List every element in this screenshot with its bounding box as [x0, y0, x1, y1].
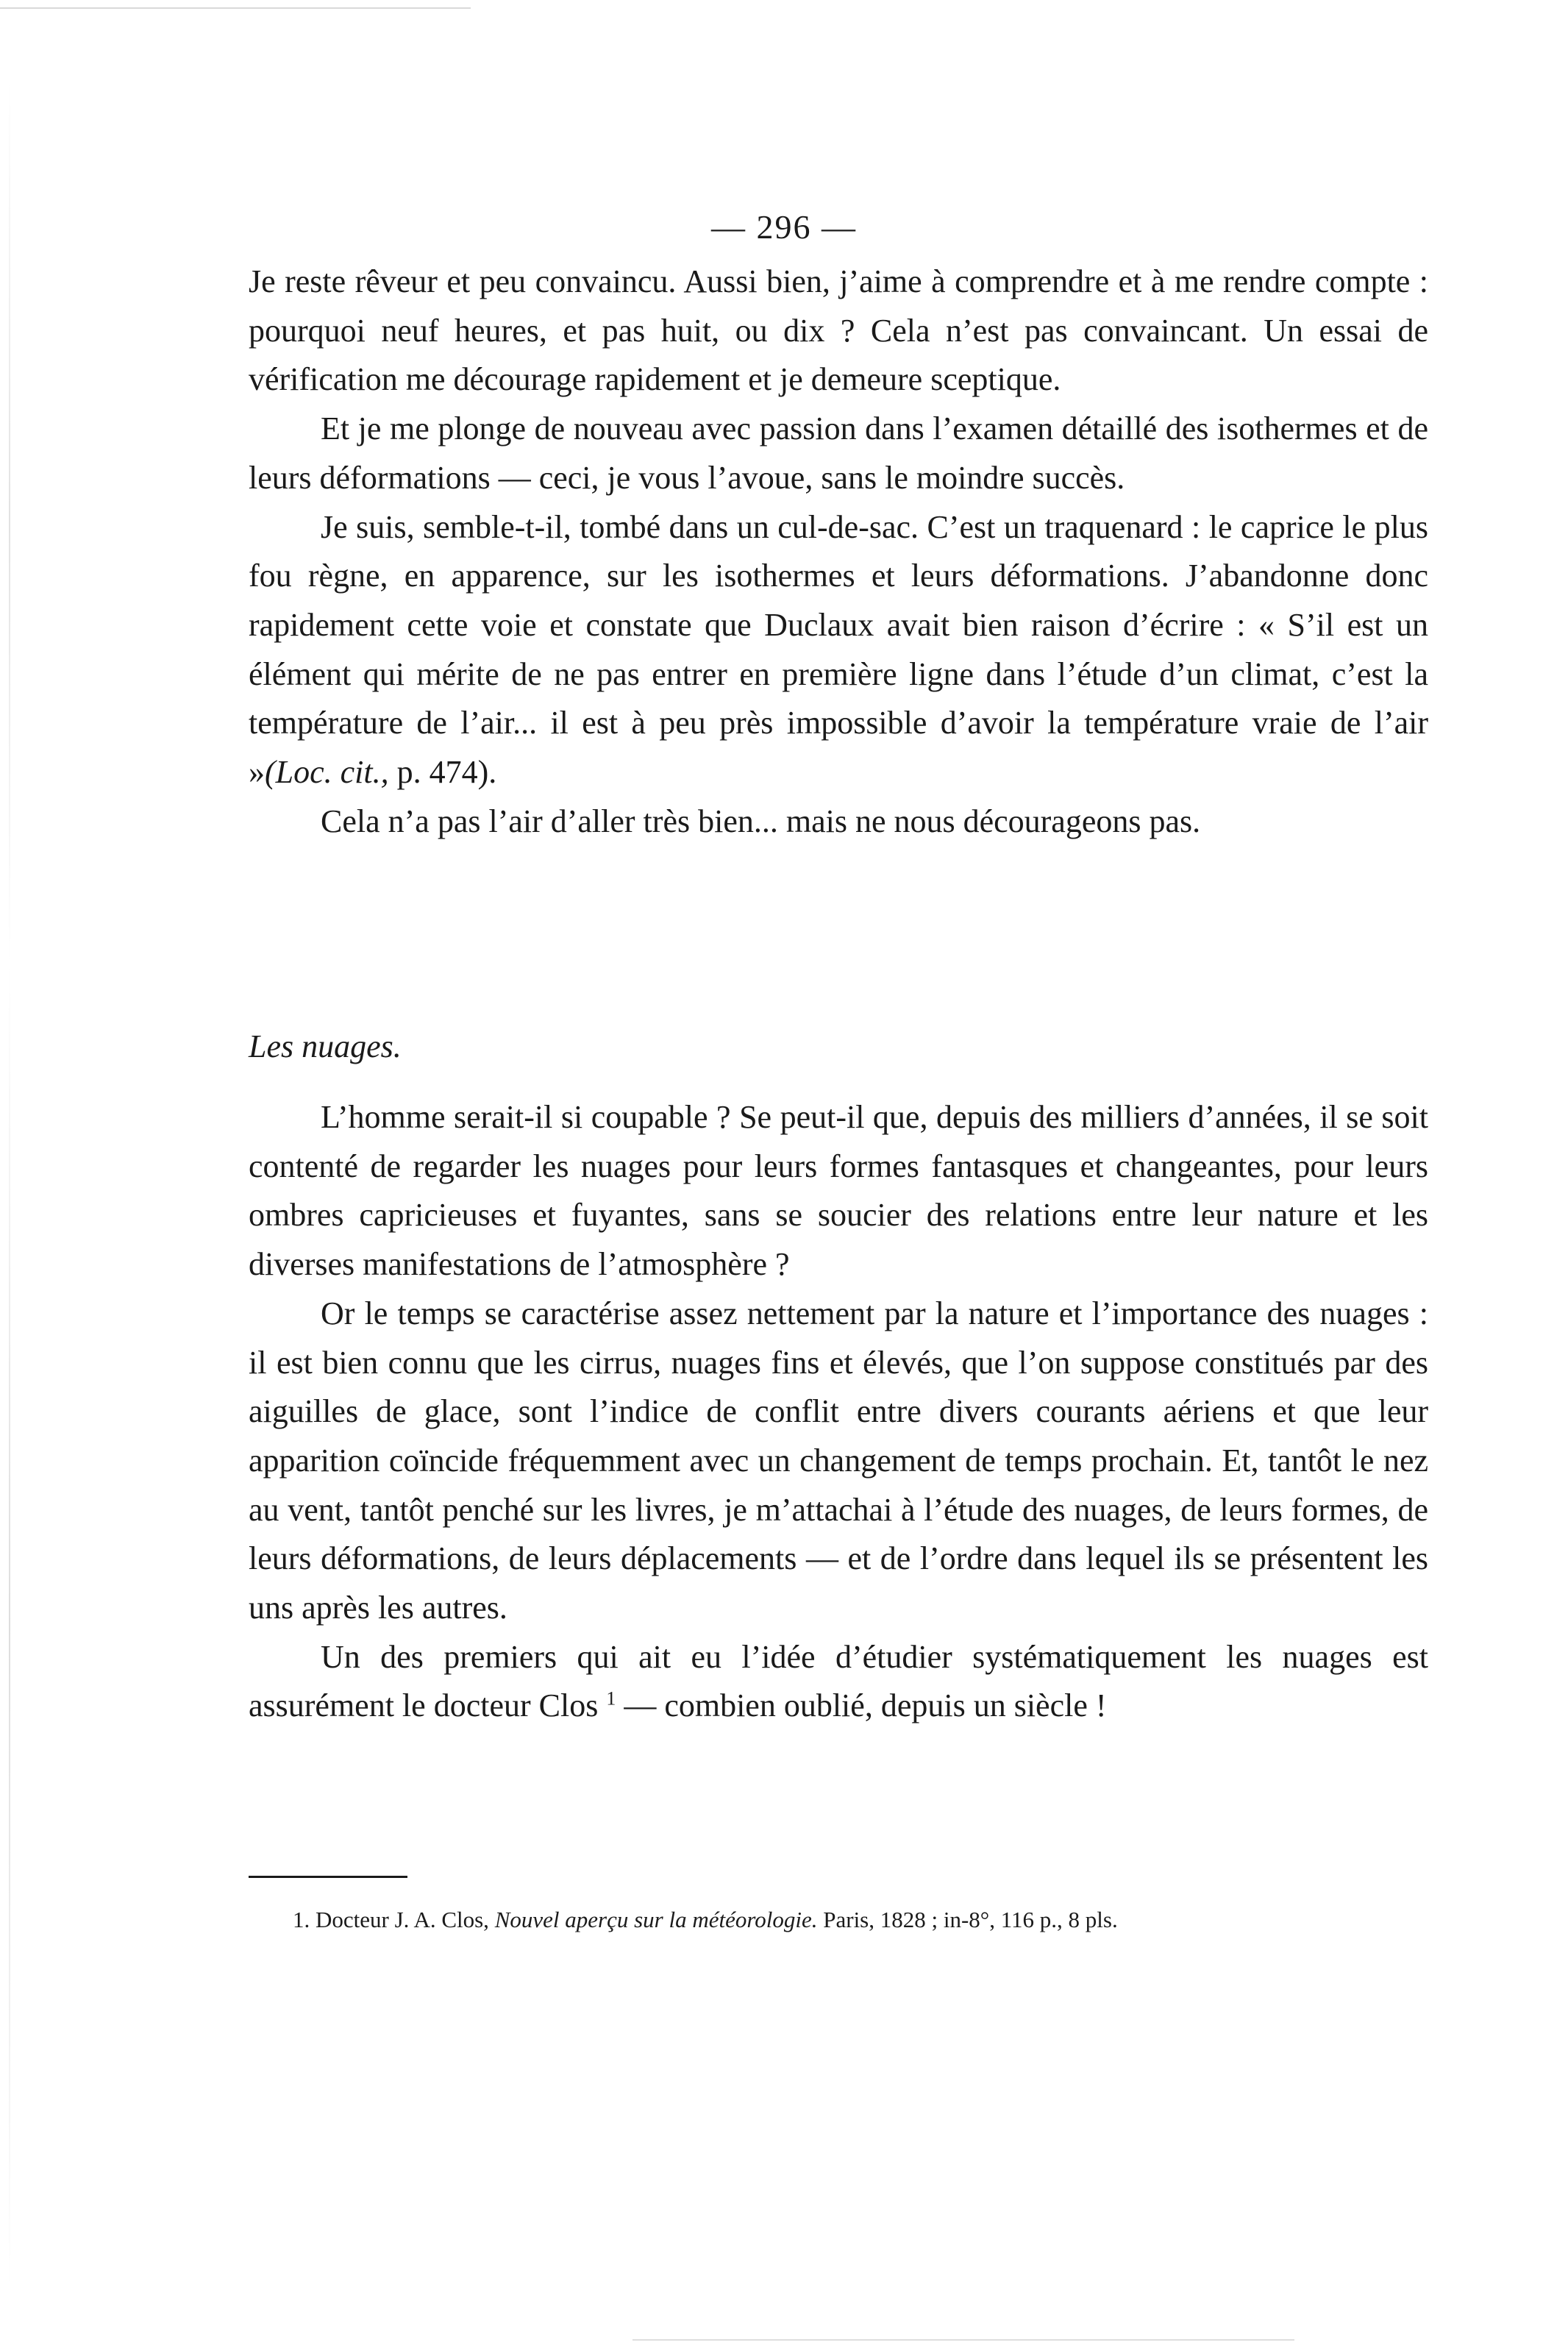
- footnote-book-title: Nouvel aperçu sur la météorologie.: [494, 1907, 818, 1932]
- paragraph-text: Or le temps se caractérise assez nettement par la nature et l’importance des nuages : il est bien connu que les cirrus, nuages fins et élevés, que l’on suppose constitués par des aiguilles de glace, sont l’indice de conflit entre divers courants aériens et que leur apparition coïncide fréquemment avec un changement de temps prochain. Et, tantôt le nez au vent, tantôt penché sur les livres, je m’attachai à l’étude des nuages, de leurs formes, de leurs déformations, de leurs déplacements — et de l’ordre dans lequel ils se présentent les uns après les autres.: [249, 1295, 1428, 1626]
- scan-artifact: [0, 7, 471, 9]
- paragraph-text: L’homme serait-il si coupable ? Se peut-il que, depuis des milliers d’années, il se soit contenté de regarder les nuages pour leurs formes fantasques et changeantes, pour leurs ombres capricieuses et fuyantes, sans se soucier des relations entre leur nature et les diverses manifestations de l’atmosphère ?: [249, 1099, 1428, 1283]
- paragraph: [249, 1289, 1428, 1633]
- citation-italic: (Loc. cit.,: [265, 754, 389, 791]
- scan-artifact: [9, 81, 10, 2288]
- footnote-marker: 1.: [293, 1907, 310, 1932]
- paragraph-text: Et je me plonge de nouveau avec passion dans l’examen détaillé des isothermes et de leurs déformations — ceci, je vous l’avoue, sans le moindre succès.: [249, 410, 1428, 496]
- section-heading: Les nuages.: [249, 1028, 402, 1064]
- citation-page: p. 474).: [388, 754, 497, 791]
- paragraph: [249, 405, 1428, 502]
- paragraph-text: Un des premiers qui ait eu l’idée d’étudier systématiquement les nuages est assurément le docteur Clos: [249, 1638, 1428, 1724]
- footnote-author: Docteur J. A. Clos,: [316, 1907, 489, 1932]
- page-number: — 296 —: [711, 208, 857, 246]
- paragraph: [249, 797, 1428, 847]
- body-text-top: [249, 257, 1428, 846]
- body-text-section: [249, 1093, 1428, 1731]
- paragraph: [249, 257, 1428, 405]
- paragraph-text: Je reste rêveur et peu convaincu. Aussi bien, j’aime à comprendre et à me rendre compte : pourquoi neuf heures, et pas huit, ou dix ? Cela n’est pas convaincant. Un essai de vérification me décourage rapidement et je demeure sceptique.: [249, 263, 1428, 398]
- paragraph: [249, 1633, 1428, 1731]
- footnote-publication: Paris, 1828 ; in-8°, 116 p., 8 pls.: [823, 1907, 1118, 1932]
- scan-artifact: [632, 2339, 1294, 2341]
- footnote-divider: [249, 1876, 407, 1878]
- paragraph-text: — combien oublié, depuis un siècle !: [616, 1687, 1107, 1724]
- paragraph-text: Cela n’a pas l’air d’aller très bien... mais ne nous décourageons pas.: [321, 803, 1201, 839]
- paragraph: [249, 1093, 1428, 1289]
- paragraph-text: Je suis, semble-t-il, tombé dans un cul-de-sac. C’est un traquenard : le caprice le plus fou règne, en apparence, sur les isothermes et leurs déformations. J’abandonne donc rapidement cette voie et constate que Duclaux avait bien raison d’écrire : « S’il est un élément qui mérite de ne pas entrer en première ligne dans l’étude d’un climat, c’est la température de l’air... il est à peu près impossible d’avoir la température vraie de l’air »: [249, 508, 1428, 791]
- footnote-reference: 1: [606, 1687, 616, 1710]
- paragraph: [249, 503, 1428, 797]
- footnote: [293, 1904, 1425, 1936]
